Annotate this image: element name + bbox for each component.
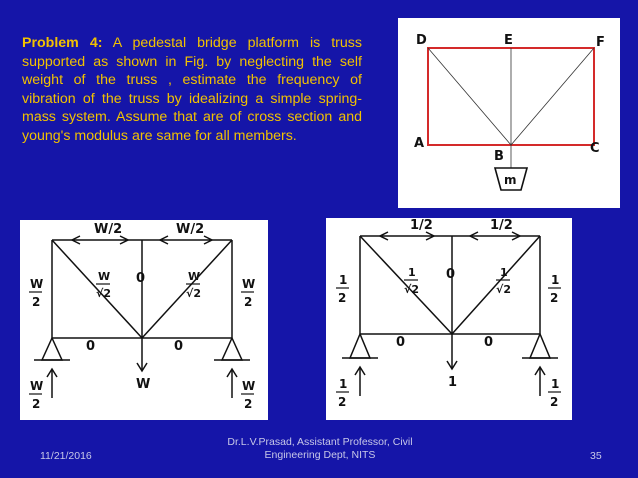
top-right-force: 1/2: [490, 218, 513, 233]
left-vert-den: 2: [32, 295, 41, 309]
footer-credit: [200, 436, 440, 462]
right-diag-num: 1: [500, 266, 508, 279]
left-reaction-num: W: [30, 379, 44, 393]
node-c-label: C: [590, 141, 600, 156]
right-diag-den: √2: [186, 287, 201, 300]
top-left-force: W/2: [94, 222, 123, 237]
credit-line-1: Dr.L.V.Prasad, Assistant Professor, Civil: [227, 436, 413, 448]
node-b-label: B: [494, 149, 504, 164]
left-reaction-den: 2: [32, 397, 41, 411]
problem-body: A pedestal bridge platform is truss supported as shown in Fig. by neglecting the self weight of the truss , estimate the frequency of vibration of the truss by idealizing a simple spring-mass system. Assume that are of cross section and young's modulus are same for all members.: [22, 35, 362, 144]
right-vert-num: 1: [551, 273, 560, 287]
left-support: [350, 334, 370, 358]
left-vert-num: W: [30, 277, 44, 291]
right-diag-num: W: [188, 270, 201, 283]
member-db: [428, 48, 511, 145]
center-member-force: 0: [446, 267, 456, 282]
left-vert-den: 2: [338, 291, 347, 305]
member-fb: [511, 48, 594, 145]
left-reaction-num: 1: [339, 377, 348, 391]
top-left-force: 1/2: [410, 218, 433, 233]
left-diag-num: W: [98, 270, 111, 283]
left-support: [42, 338, 62, 360]
problem-statement: [22, 34, 362, 145]
node-f-label: F: [596, 35, 605, 50]
page-number: 35: [590, 450, 602, 462]
force-diagram-w-svg: [20, 220, 268, 420]
load-label: W: [136, 377, 151, 392]
bottom-left-force: 0: [396, 335, 406, 350]
problem-heading: Problem 4:: [22, 35, 103, 51]
right-reaction-den: 2: [244, 397, 253, 411]
center-member-force: 0: [136, 271, 146, 286]
left-diag-den: √2: [96, 287, 111, 300]
credit-line-2: Engineering Dept, NITS: [264, 449, 376, 461]
footer-date: 11/21/2016: [40, 450, 92, 462]
bottom-right-force: 0: [484, 335, 494, 350]
right-vert-den: 2: [550, 291, 559, 305]
right-reaction-num: 1: [551, 377, 560, 391]
node-a-label: A: [414, 136, 425, 151]
force-diagram-w: [20, 220, 268, 420]
mass-label: m: [504, 173, 517, 187]
force-diagram-unit: [326, 218, 572, 420]
bottom-left-force: 0: [86, 339, 96, 354]
right-reaction-den: 2: [550, 395, 559, 409]
bottom-right-force: 0: [174, 339, 184, 354]
right-vert-den: 2: [244, 295, 253, 309]
top-right-force: W/2: [176, 222, 205, 237]
right-reaction-num: W: [242, 379, 256, 393]
right-support: [222, 338, 242, 360]
right-vert-num: W: [242, 277, 256, 291]
node-d-label: D: [416, 33, 427, 48]
truss-figure: [398, 18, 620, 208]
truss-diagram: [398, 18, 620, 208]
load-label: 1: [448, 375, 458, 390]
right-support: [530, 334, 550, 358]
left-vert-num: 1: [339, 273, 348, 287]
force-diagram-unit-svg: [326, 218, 572, 420]
node-e-label: E: [504, 33, 513, 48]
left-diag-den: √2: [404, 283, 419, 296]
left-diag-num: 1: [408, 266, 416, 279]
right-diag-den: √2: [496, 283, 511, 296]
left-reaction-den: 2: [338, 395, 347, 409]
